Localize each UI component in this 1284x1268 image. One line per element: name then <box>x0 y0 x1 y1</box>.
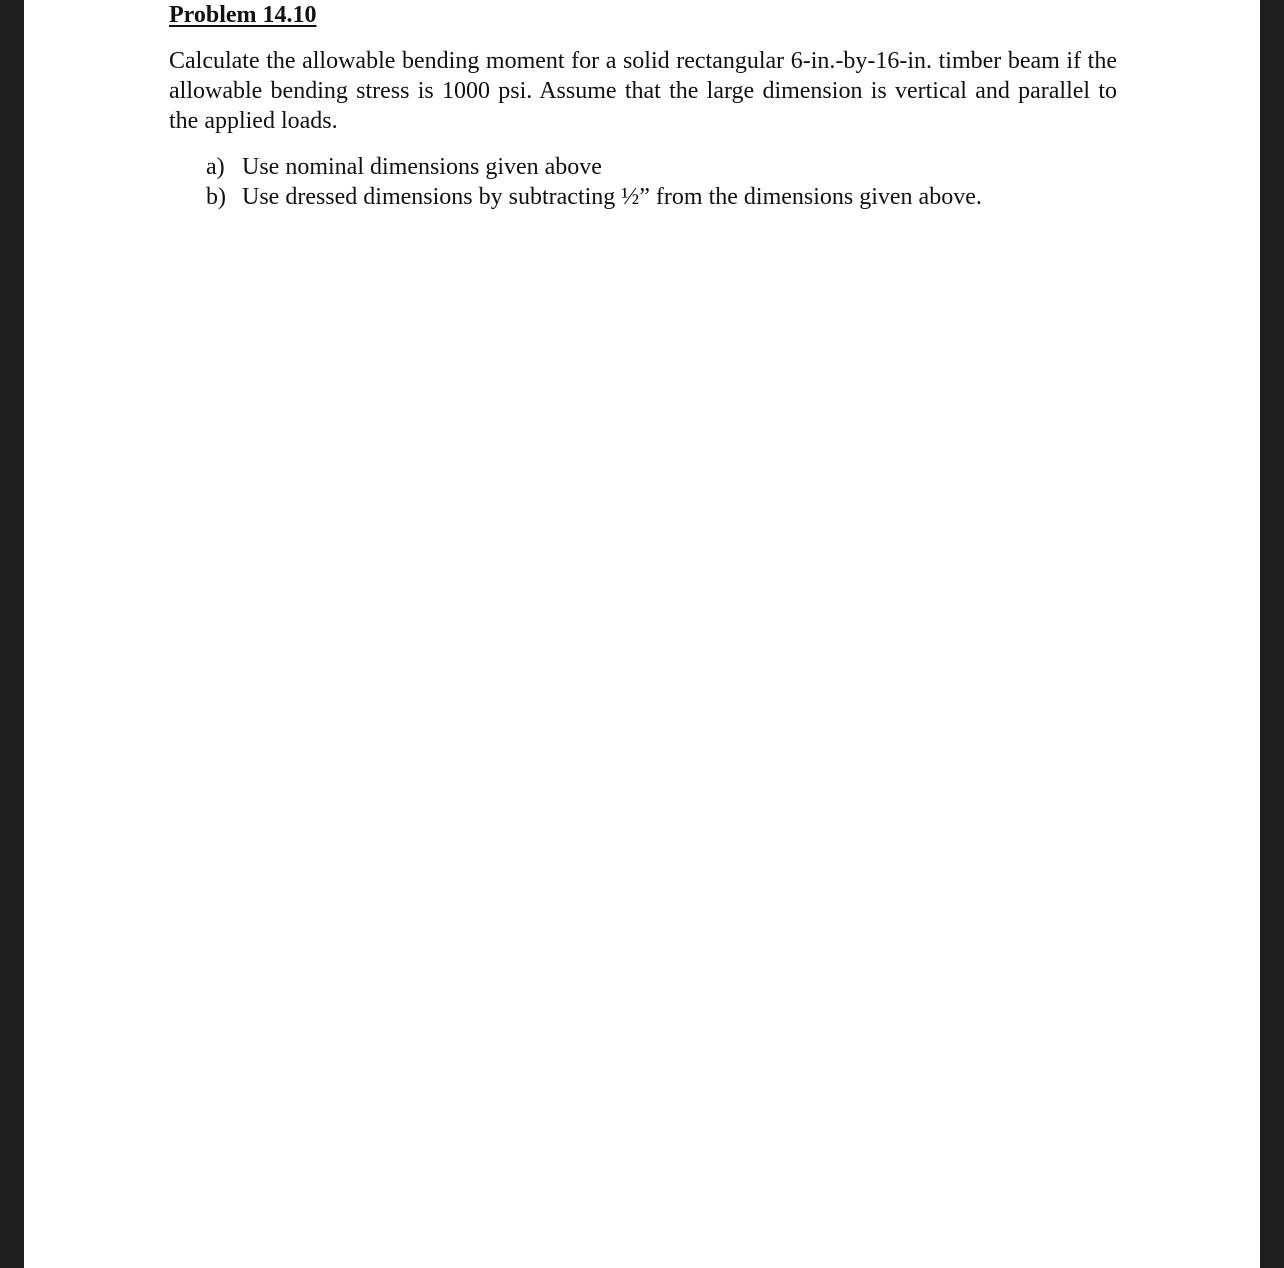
part-a-label: a) <box>206 154 225 180</box>
list-item <box>206 152 1117 182</box>
list-item <box>206 182 1117 212</box>
part-a-text: Use nominal dimensions given above <box>242 154 602 180</box>
part-b-label: b) <box>206 184 226 210</box>
part-b-text: Use dressed dimensions by subtracting ½” from the dimensions given above. <box>242 184 982 210</box>
problem-title: Problem 14.10 <box>169 2 317 28</box>
problem-parts-list <box>169 152 1117 212</box>
document-page <box>24 0 1260 1268</box>
problem-statement: Calculate the allowable bending moment for a solid rectangular 6-in.-by-16-in. timber beam if the allowable bending stress is 1000 psi. Assume that the large dimension is vertical and parallel to the applied loads. <box>169 48 1117 134</box>
page-content <box>169 0 1117 212</box>
